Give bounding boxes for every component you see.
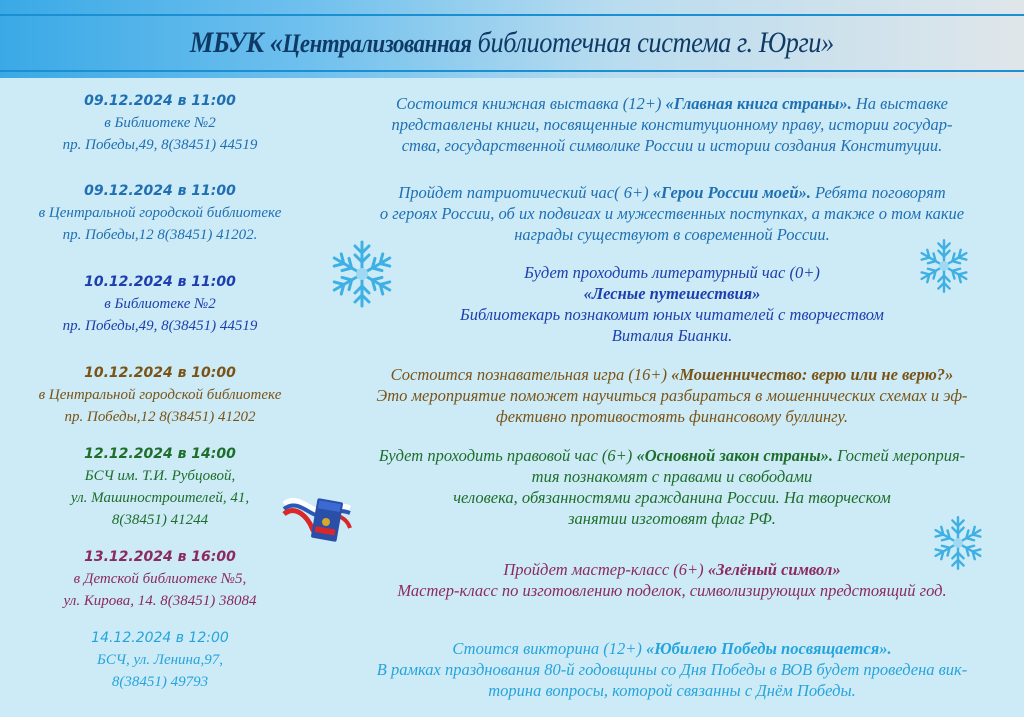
event-desc-1 <box>320 93 1024 156</box>
event-place: БСЧ им. Т.И. Рубцовой, <box>84 468 236 484</box>
event-desc-7 <box>320 638 1024 701</box>
event-place: в Библиотеке №2 <box>104 296 216 312</box>
event-intro: Будет проходить правовой час (6+) <box>378 446 637 465</box>
event-address: пр. Победы,12 8(38451) 41202. <box>62 227 258 243</box>
event-intro: Состоится книжная выставка (12+) <box>395 94 666 113</box>
event-title: «Юбилею Победы посвящается». <box>646 639 892 658</box>
event-text: Ребята поговорят <box>810 183 946 202</box>
event-text: Гостей мероприя- <box>833 446 966 465</box>
event-place: в Центральной городской библиотеке <box>38 387 282 403</box>
event-text: В рамках празднования 80-й годовщины со Дня Победы в ВОВ будет проведена вик- <box>376 660 968 679</box>
event-phone: 8(38451) 49793 <box>111 674 209 690</box>
event-text: На выставке <box>851 94 949 113</box>
title-prefix: МБУК « <box>190 26 283 59</box>
event-text: человека, обязанностями гражданина России. На творческом <box>453 488 891 507</box>
event-title: «Герои России моей». <box>652 183 811 202</box>
event-title: «Основной закон страны». <box>636 446 834 465</box>
event-datetime: 09.12.2024 в 11:00 <box>84 183 236 199</box>
event-desc-6 <box>320 559 1024 601</box>
event-when-2 <box>0 180 320 246</box>
event-text: о героях России, об их подвигах и мужественных поступках, а также о том какие <box>379 204 965 223</box>
event-datetime: 13.12.2024 в 16:00 <box>84 549 236 565</box>
event-when-1 <box>0 90 320 156</box>
event-intro: Будет проходить литературный час (0+) <box>524 263 820 282</box>
title-bold: Централизованная <box>282 29 472 58</box>
event-text: Это мероприятие поможет научиться разбираться в мошеннических схемах и эф- <box>376 386 968 405</box>
event-place: БСЧ, ул. Ленина,97, <box>97 652 223 668</box>
snowflake-icon <box>326 238 398 310</box>
event-desc-2 <box>320 182 1024 245</box>
header-title-bar <box>0 14 1024 72</box>
event-phone: 8(38451) 41244 <box>111 512 209 528</box>
event-datetime: 12.12.2024 в 14:00 <box>84 446 236 462</box>
event-datetime: 10.12.2024 в 10:00 <box>84 365 236 381</box>
russian-flag-constitution-book-icon <box>282 488 352 548</box>
event-datetime: 10.12.2024 в 11:00 <box>84 274 236 290</box>
event-text: представлены книги, посвященные конституционному праву, истории государ- <box>391 115 953 134</box>
event-text: тия познакомят с правами и свободами <box>531 467 813 486</box>
event-text: занятии изготовят флаг РФ. <box>568 509 776 528</box>
event-address: пр. Победы,49, 8(38451) 44519 <box>62 137 258 153</box>
event-when-3 <box>0 271 320 337</box>
event-when-7 <box>0 627 320 693</box>
event-text: торина вопросы, которой связанны с Днём Победы. <box>488 681 856 700</box>
event-intro: Стоится викторина (12+) <box>452 639 646 658</box>
page-title <box>190 26 834 60</box>
event-text: награды существуют в современной России. <box>514 225 830 244</box>
event-place: в Библиотеке №2 <box>104 115 216 131</box>
event-text: ства, государственной символике России и истории создания Конституции. <box>401 136 943 155</box>
event-title: «Лесные путешествия» <box>583 284 761 303</box>
event-title: «Главная книга страны». <box>665 94 852 113</box>
event-address: пр. Победы,12 8(38451) 41202 <box>64 409 256 425</box>
event-datetime: 14.12.2024 в 12:00 <box>91 630 229 646</box>
event-intro: Состоится познавательная игра (16+) <box>390 365 672 384</box>
event-when-6 <box>0 546 320 612</box>
event-title: «Мошенничество: верю или не верю?» <box>671 365 954 384</box>
event-place: в Детской библиотеке №5, <box>73 571 247 587</box>
event-desc-4 <box>320 364 1024 427</box>
event-intro: Пройдет патриотический час( 6+) <box>398 183 653 202</box>
event-text: Мастер-класс по изготовлению поделок, символизирующих предстоящий год. <box>397 581 947 600</box>
snowflake-icon <box>915 237 973 295</box>
event-address: пр. Победы,49, 8(38451) 44519 <box>62 318 258 334</box>
event-address: ул. Кирова, 14. 8(38451) 38084 <box>63 593 257 609</box>
event-desc-5 <box>320 445 1024 529</box>
event-intro: Пройдет мастер-класс (6+) <box>503 560 708 579</box>
event-text: фективно противостоять финансовому буллингу. <box>496 407 848 426</box>
event-datetime: 09.12.2024 в 11:00 <box>84 93 236 109</box>
snowflake-icon <box>929 514 987 572</box>
event-place: в Центральной городской библиотеке <box>38 205 282 221</box>
event-text: Библиотекарь познакомит юных читателей с творчеством <box>460 305 884 324</box>
title-rest: библиотечная система г. Юрги» <box>471 26 834 59</box>
event-when-5 <box>0 443 320 531</box>
event-address: ул. Машиностроителей, 41, <box>70 490 250 506</box>
event-text: Виталия Бианки. <box>611 326 733 345</box>
event-when-4 <box>0 362 320 428</box>
event-title: «Зелёный символ» <box>707 560 841 579</box>
